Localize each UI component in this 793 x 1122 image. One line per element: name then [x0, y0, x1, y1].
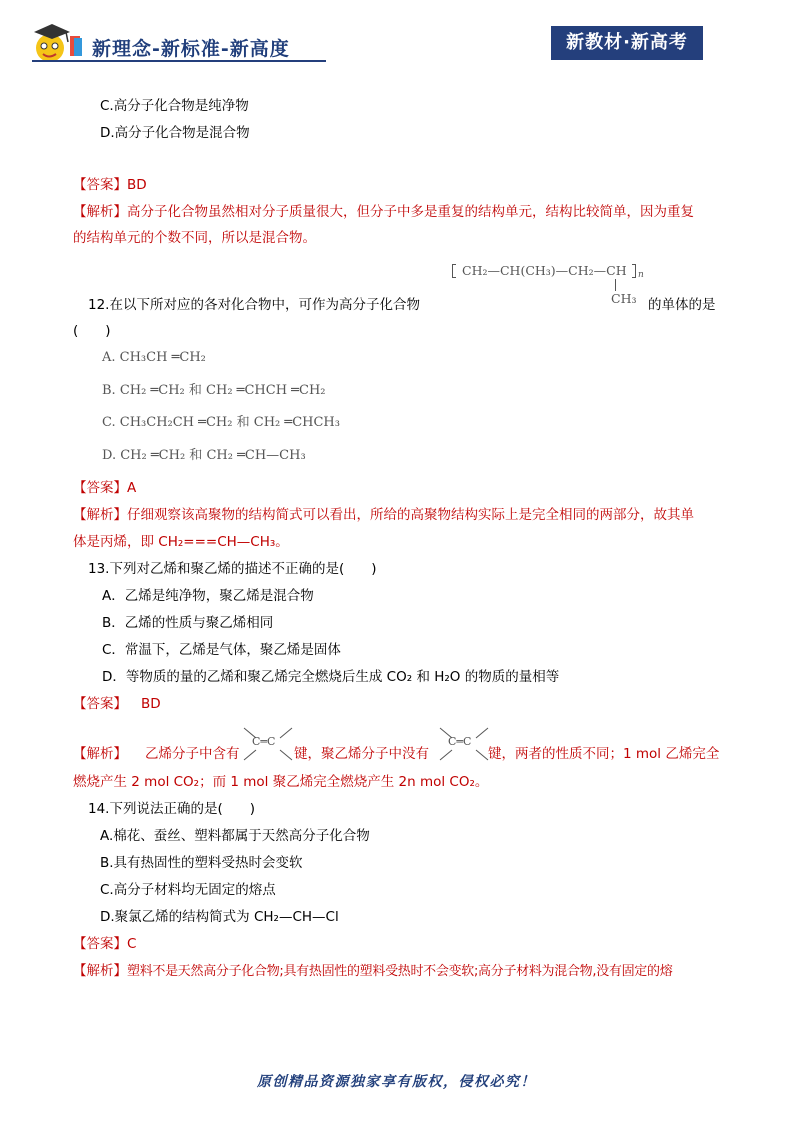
q12-answer — [73, 479, 136, 497]
q12-option-d: D. CH₂ ═CH₂ 和 CH₂ ═CH—CH₃ — [102, 448, 306, 463]
header-badge: 新教材·新高考 — [551, 26, 703, 60]
polymer-structure — [452, 262, 652, 312]
q12-option-b: B. CH₂ ═CH₂ 和 CH₂ ═CHCH ═CH₂ — [102, 383, 326, 398]
q13-option-b: B．乙烯的性质与聚乙烯相同 — [102, 615, 274, 631]
analysis-text: 塑料不是天然高分子化合物;具有热固性的塑料受热时不会变软;高分子材料为混合物,没有固定的熔 — [127, 964, 673, 979]
q14-stem: 14.下列说法正确的是( ) — [88, 801, 256, 817]
q13-option-c: C．常温下，乙烯是气体，聚乙烯是固体 — [102, 642, 341, 658]
polymer-main-chain: CH₂—CH(CH₃)—CH₂—CH — [462, 263, 627, 278]
q14-answer — [73, 935, 136, 953]
answer-value: A — [127, 480, 137, 496]
answer-label: 【答案】 — [73, 480, 127, 496]
q14-option-b: B.具有热固性的塑料受热时会变软 — [100, 855, 303, 871]
polymer-branch-bond — [615, 279, 616, 291]
analysis-label: 【解析】 — [73, 746, 127, 762]
q12-stem: 12.在以下所对应的各对化合物中，可作为高分子化合物 — [88, 297, 420, 313]
q13-analysis-part2: 键，聚乙烯分子中没有 — [294, 746, 429, 762]
q13-analysis-part3: 键，两者的性质不同；1 mol 乙烯完全 — [488, 746, 720, 762]
q11-analysis-line2: 的结构单元的个数不同，所以是混合物。 — [73, 230, 316, 246]
answer-label: 【答案】 — [73, 696, 127, 712]
q11-analysis — [73, 203, 694, 221]
q13-answer — [73, 695, 161, 713]
answer-label: 【答案】 — [73, 177, 127, 193]
answer-label: 【答案】 — [73, 936, 127, 952]
q13-analysis-part1: 乙烯分子中含有 — [145, 746, 240, 762]
cc-double-bond-diagram-2 — [436, 722, 492, 766]
q14-analysis — [73, 962, 723, 981]
cc-double-bond-diagram-1 — [240, 722, 296, 766]
answer-value: BD — [141, 696, 161, 712]
polymer-bracket-right — [632, 264, 636, 278]
q11-answer — [73, 176, 147, 194]
q14-option-d: D.聚氯乙烯的结构简式为 CH₂—CH—Cl — [100, 909, 339, 925]
analysis-label: 【解析】 — [73, 963, 127, 979]
answer-value: C — [127, 936, 137, 952]
q12-option-a: A. CH₃CH ═CH₂ — [102, 350, 206, 365]
analysis-text: 仔细观察该高聚物的结构简式可以看出，所给的高聚物结构实际上是完全相同的两部分，故其单 — [127, 507, 694, 523]
polymer-branch: CH₃ — [611, 291, 637, 306]
analysis-text: 高分子化合物虽然相对分子质量很大，但分子中多是重复的结构单元，结构比较简单，因为重复 — [127, 204, 694, 220]
q12-paren: ( ) — [73, 323, 111, 339]
q14-option-a: A.棉花、蚕丝、塑料都属于天然高分子化合物 — [100, 828, 370, 844]
analysis-label: 【解析】 — [73, 204, 127, 220]
q13-analysis-line2: 燃烧产生 2 mol CO₂；而 1 mol 聚乙烯完全燃烧产生 2n mol CO₂。 — [73, 774, 489, 790]
polymer-bracket-left — [452, 264, 456, 278]
header — [0, 0, 793, 70]
q14-option-c: C.高分子材料均无固定的熔点 — [100, 882, 276, 898]
polymer-n: n — [638, 270, 644, 280]
q12-analysis — [73, 506, 694, 524]
q13-analysis — [73, 745, 127, 763]
header-slogan: 新理念-新标准-新高度 — [92, 38, 290, 60]
q13-option-d: D．等物质的量的乙烯和聚乙烯完全燃烧后生成 CO₂ 和 H₂O 的物质的量相等 — [102, 669, 560, 685]
cc-bond-label: C═C — [448, 735, 472, 748]
footer-copyright: 原创精品资源独家享有版权，侵权必究！ — [257, 1074, 536, 1090]
q12-stem-end: 的单体的是 — [648, 297, 716, 313]
analysis-label: 【解析】 — [73, 507, 127, 523]
answer-value: BD — [127, 177, 147, 193]
q12-option-c: C. CH₃CH₂CH ═CH₂ 和 CH₂ ═CHCH₃ — [102, 415, 340, 430]
q13-stem: 13.下列对乙烯和聚乙烯的描述不正确的是( ) — [88, 561, 377, 577]
q13-option-a: A．乙烯是纯净物，聚乙烯是混合物 — [102, 588, 314, 604]
q11-option-d: D.高分子化合物是混合物 — [100, 125, 250, 141]
cc-bond-label: C═C — [252, 735, 276, 748]
q11-option-c: C.高分子化合物是纯净物 — [100, 98, 249, 114]
q12-analysis-line2: 体是丙烯，即 CH₂===CH—CH₃。 — [73, 534, 289, 550]
